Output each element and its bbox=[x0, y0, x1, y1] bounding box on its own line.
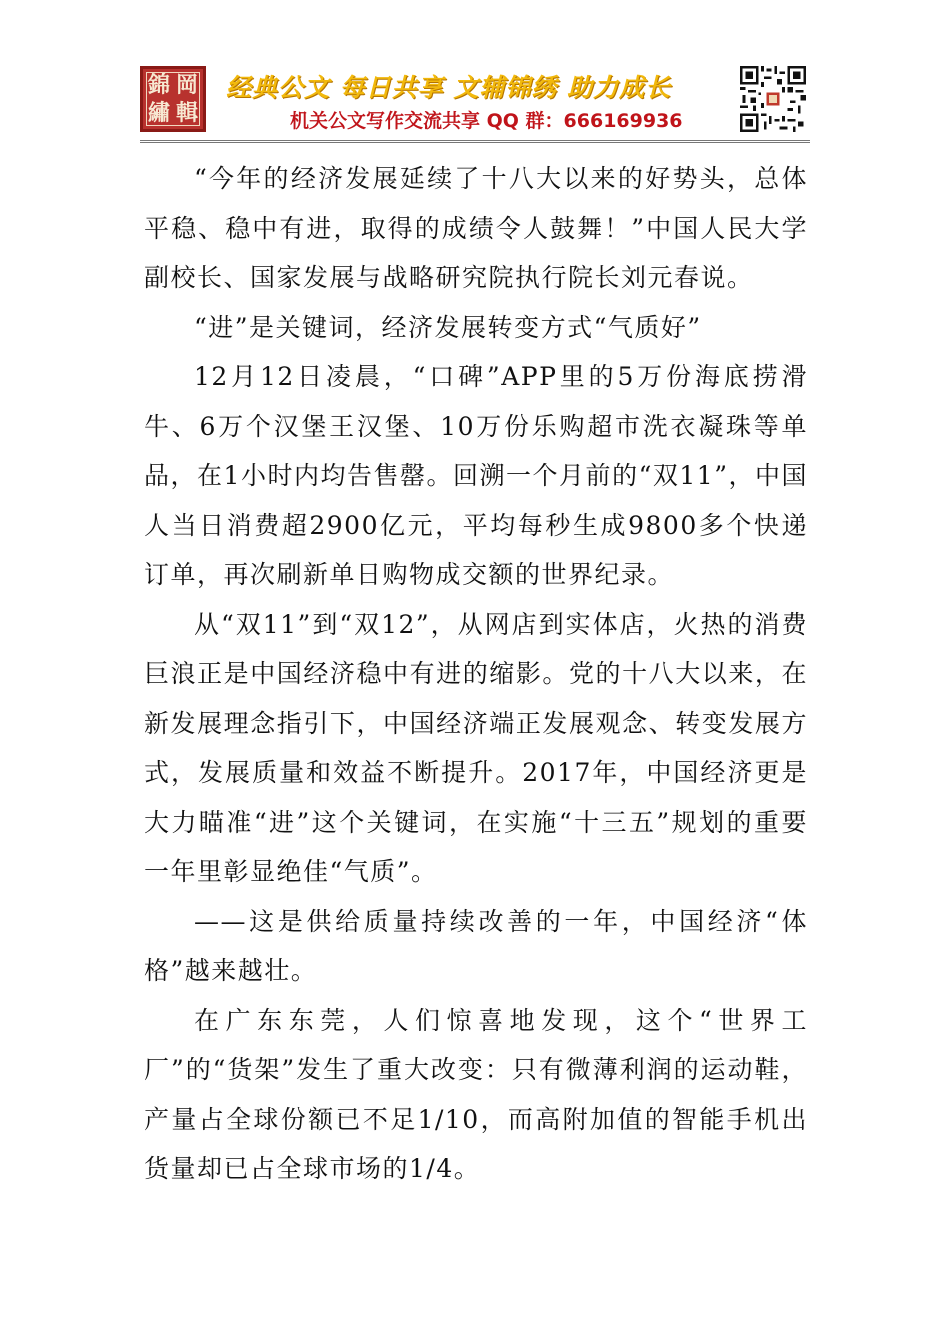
seal-logo bbox=[140, 66, 206, 132]
page-header bbox=[140, 62, 810, 143]
seal-char-2: 岡 bbox=[175, 72, 198, 98]
seal-char-3: 繡 bbox=[147, 100, 170, 126]
paragraph-4: ——这是供给质量持续改善的一年，中国经济“体格”越来越壮。 bbox=[144, 906, 808, 985]
paragraph-5: 在广东东莞，人们惊喜地发现，这个“世界工厂”的“货架”发生了重大改变：只有微薄利润的运动鞋，产量占全球份额已不足1/10，而高附加值的智能手机出货量却已占全球市场的1/4。 bbox=[144, 1005, 808, 1183]
paragraph-2: 12月12日凌晨，“口碑”APP里的5万份海底捞滑牛、6万个汉堡王汉堡、10万份乐购超市洗衣凝珠等单品，在1小时内均告售罄。回溯一个月前的“双11”，中国人当日消费超2900亿元，平均每秒生成9800多个快递订单，再次刷新单日购物成交额的世界纪录。 bbox=[144, 362, 808, 589]
header-qq-group: 机关公文写作交流共享 QQ 群：666169936 bbox=[290, 110, 683, 132]
qr-code-icon bbox=[740, 66, 806, 132]
paragraph-3: 从“双11”到“双12”，从网店到实体店，火热的消费巨浪正是中国经济稳中有进的缩影。党的十八大以来，在新发展理念指引下，中国经济端正发展观念、转变发展方式，发展质量和效益不断提升。2017年，中国经济更是大力瞄准“进”这个关键词，在实施“十三五”规划的重要一年里彰显绝佳“气质”。 bbox=[144, 609, 808, 886]
seal-char-1: 錦 bbox=[147, 72, 170, 98]
seal-char-4: 輯 bbox=[175, 100, 198, 126]
paragraph-1: “今年的经济发展延续了十八大以来的好势头，总体平稳、稳中有进，取得的成绩令人鼓舞！”中国人民大学副校长、国家发展与战略研究院执行院长刘元春说。 bbox=[144, 164, 808, 292]
header-slogan: 经典公文 每日共享 文辅锦绣 助力成长 bbox=[226, 73, 672, 102]
section-heading: “进”是关键词，经济发展转变方式“气质好” bbox=[194, 312, 702, 342]
document-body bbox=[144, 154, 808, 1194]
